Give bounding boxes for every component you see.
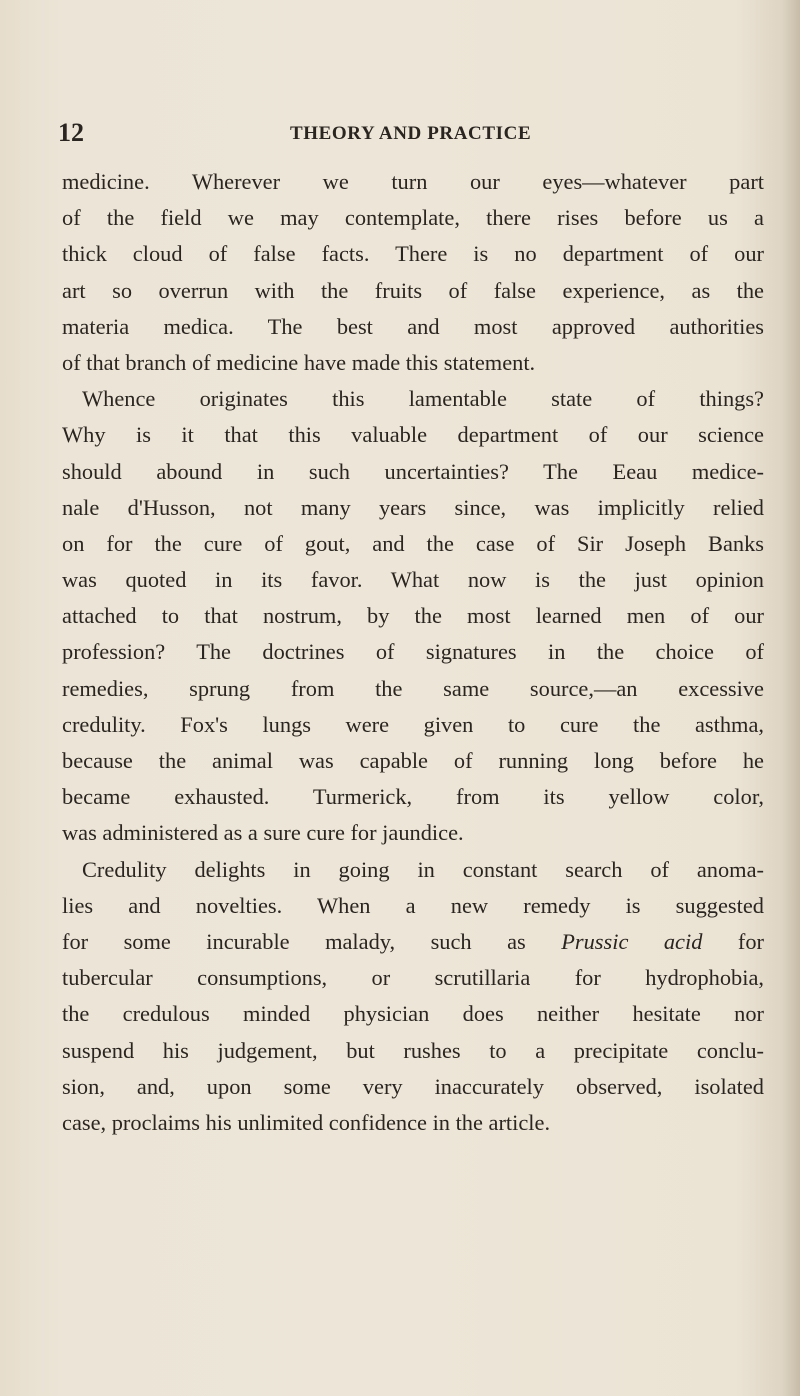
text-line: of the field we may contemplate, there rises before us a (62, 205, 764, 231)
text-line-with-italic (62, 924, 764, 960)
text-line: was quoted in its favor. What now is the just opinion (62, 567, 764, 593)
text-line: remedies, sprung from the same source,—an excessive (62, 675, 764, 701)
text-line: Credulity delights in going in constant search of anoma- (82, 856, 764, 882)
text-line: tubercular consumptions, or scrutillaria for hydrophobia, (62, 965, 764, 991)
text-line: became exhausted. Turmerick, from its yellow color, (62, 784, 764, 810)
text-line: sion, and, upon some very inaccurately observed, isolated (62, 1073, 764, 1099)
text-line: materia medica. The best and most approved authorities (62, 313, 764, 339)
running-head: THEORY AND PRACTICE (290, 123, 532, 144)
text-line: profession? The doctrines of signatures in the choice of (62, 639, 764, 665)
text-segment: for (702, 928, 764, 954)
text-line: on for the cure of gout, and the case of Sir Joseph Banks (62, 530, 764, 556)
text-line: thick cloud of false facts. There is no department of our (62, 241, 764, 267)
text-line: credulity. Fox's lungs were given to cure the asthma, (62, 711, 764, 737)
text-line: nale d'Husson, not many years since, was implicitly relied (62, 494, 764, 520)
text-line: art so overrun with the fruits of false experience, as the (62, 277, 764, 303)
text-line: was administered as a sure cure for jaundice. (62, 820, 464, 846)
text-line: case, proclaims his unlimited confidence in the article. (62, 1109, 551, 1135)
text-line: the credulous minded physician does neither hesitate nor (62, 1001, 764, 1027)
text-line: Why is it that this valuable department of our science (62, 422, 764, 448)
text-segment: for some incurable malady, such as (62, 928, 562, 954)
body-text (62, 164, 764, 1141)
page-number: 12 (58, 118, 84, 147)
text-line: of that branch of medicine have made this statement. (62, 349, 536, 375)
text-line: should abound in such uncertainties? The Eeau medice- (62, 458, 764, 484)
page-header (58, 118, 758, 148)
italic-term: Prussic acid (561, 928, 703, 954)
text-line: medicine. Wherever we turn our eyes—whatever part (62, 169, 764, 194)
text-line: Whence originates this lamentable state of things? (82, 386, 764, 412)
text-line: suspend his judgement, but rushes to a precipitate conclu- (62, 1037, 764, 1063)
text-line: attached to that nostrum, by the most learned men of our (62, 603, 764, 629)
text-line: lies and novelties. When a new remedy is suggested (62, 892, 764, 918)
text-line: because the animal was capable of running long before he (62, 748, 764, 773)
